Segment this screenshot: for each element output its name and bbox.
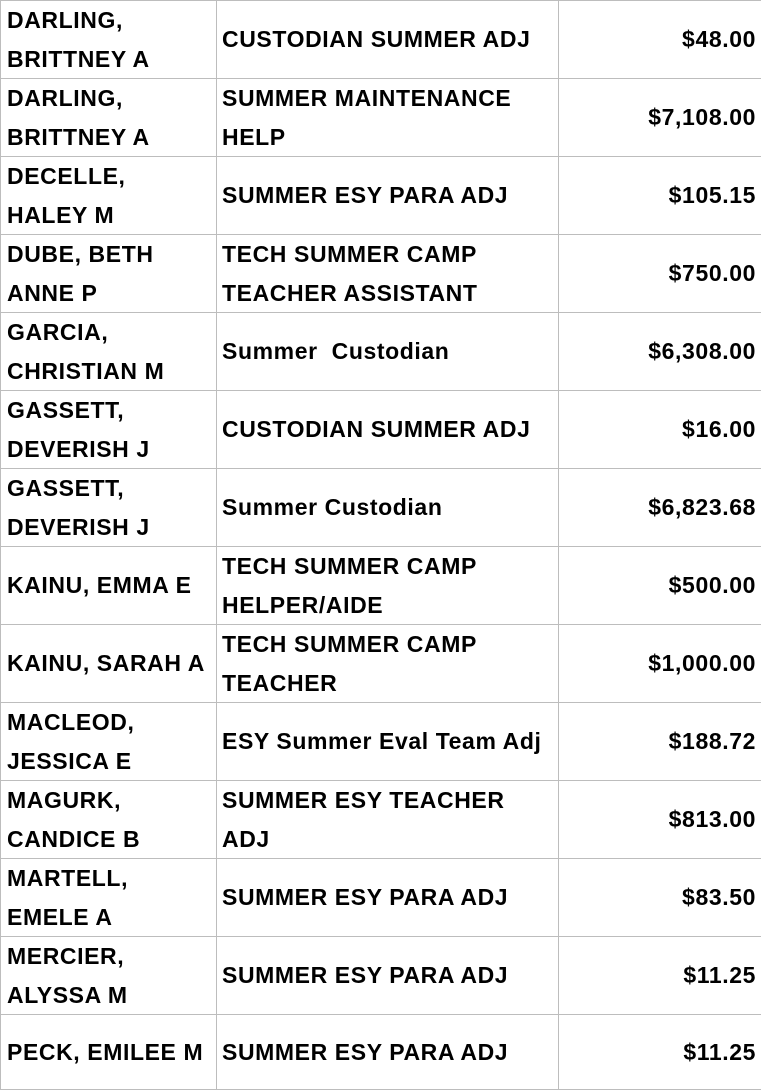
position-cell: SUMMER ESY PARA ADJ <box>217 1015 559 1090</box>
table-row <box>1 79 761 157</box>
position-cell: SUMMER ESY PARA ADJ <box>217 157 559 235</box>
amount-cell: $188.72 <box>559 703 761 781</box>
position-cell: TECH SUMMER CAMP TEACHER <box>217 625 559 703</box>
amount-cell: $813.00 <box>559 781 761 859</box>
position-cell: TECH SUMMER CAMP TEACHER ASSISTANT <box>217 235 559 313</box>
table-row <box>1 469 761 547</box>
table-row <box>1 1015 761 1090</box>
employee-name-cell: GASSETT, DEVERISH J <box>1 391 217 469</box>
table-row <box>1 703 761 781</box>
table-row <box>1 937 761 1015</box>
amount-cell: $750.00 <box>559 235 761 313</box>
employee-name-cell: DUBE, BETH ANNE P <box>1 235 217 313</box>
position-cell: Summer Custodian <box>217 313 559 391</box>
amount-cell: $83.50 <box>559 859 761 937</box>
position-cell: SUMMER ESY PARA ADJ <box>217 859 559 937</box>
position-cell: CUSTODIAN SUMMER ADJ <box>217 1 559 79</box>
employee-name-cell: MAGURK, CANDICE B <box>1 781 217 859</box>
position-cell: Summer Custodian <box>217 469 559 547</box>
employee-name-cell: KAINU, EMMA E <box>1 547 217 625</box>
employee-name-cell: MACLEOD, JESSICA E <box>1 703 217 781</box>
table-row <box>1 235 761 313</box>
table-row <box>1 157 761 235</box>
table-row <box>1 625 761 703</box>
employee-name-cell: KAINU, SARAH A <box>1 625 217 703</box>
table-row <box>1 781 761 859</box>
employee-name-cell: MARTELL, EMELE A <box>1 859 217 937</box>
employee-name-cell: DARLING, BRITTNEY A <box>1 1 217 79</box>
amount-cell: $6,823.68 <box>559 469 761 547</box>
amount-cell: $11.25 <box>559 937 761 1015</box>
employee-name-cell: GARCIA, CHRISTIAN M <box>1 313 217 391</box>
table-row <box>1 547 761 625</box>
employee-name-cell: DECELLE, HALEY M <box>1 157 217 235</box>
amount-cell: $500.00 <box>559 547 761 625</box>
position-cell: SUMMER ESY PARA ADJ <box>217 937 559 1015</box>
amount-cell: $48.00 <box>559 1 761 79</box>
amount-cell: $1,000.00 <box>559 625 761 703</box>
amount-cell: $105.15 <box>559 157 761 235</box>
amount-cell: $16.00 <box>559 391 761 469</box>
amount-cell: $6,308.00 <box>559 313 761 391</box>
position-cell: CUSTODIAN SUMMER ADJ <box>217 391 559 469</box>
amount-cell: $7,108.00 <box>559 79 761 157</box>
employee-name-cell: MERCIER, ALYSSA M <box>1 937 217 1015</box>
position-cell: SUMMER ESY TEACHER ADJ <box>217 781 559 859</box>
position-cell: ESY Summer Eval Team Adj <box>217 703 559 781</box>
amount-cell: $11.25 <box>559 1015 761 1090</box>
payroll-table-body <box>1 1 761 1090</box>
position-cell: TECH SUMMER CAMP HELPER/AIDE <box>217 547 559 625</box>
table-row <box>1 1 761 79</box>
table-row <box>1 313 761 391</box>
employee-name-cell: DARLING, BRITTNEY A <box>1 79 217 157</box>
employee-name-cell: GASSETT, DEVERISH J <box>1 469 217 547</box>
table-row <box>1 859 761 937</box>
employee-name-cell: PECK, EMILEE M <box>1 1015 217 1090</box>
position-cell: SUMMER MAINTENANCE HELP <box>217 79 559 157</box>
table-row <box>1 391 761 469</box>
